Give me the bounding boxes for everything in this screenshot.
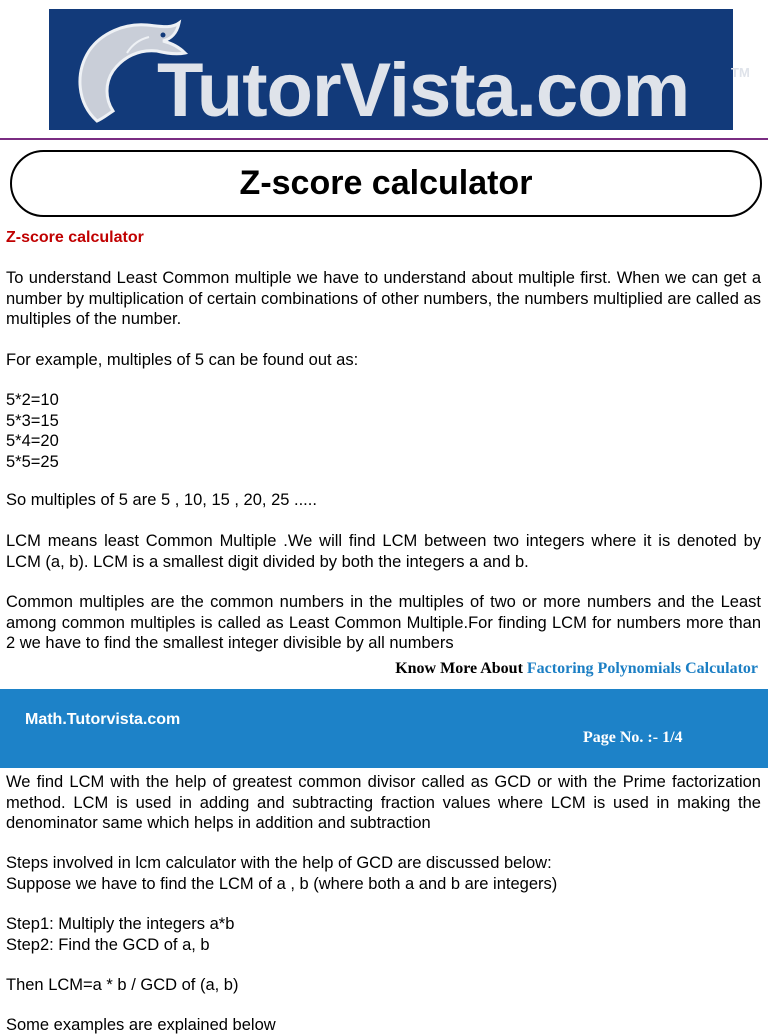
example-line: 5*5=25 [6,452,59,471]
logo-text: TutorVista.com [157,48,690,133]
step-line: Step2: Find the GCD of a, b [6,935,210,954]
examples-intro-line: Some examples are explained below [6,1016,276,1034]
lcm-formula [6,975,761,996]
paragraph-gcd [6,772,761,834]
example-line: 5*2=10 [6,391,59,409]
example-intro: For example, multiples of 5 can be found out as: [6,351,359,369]
lcm-definition-text: LCM means least Common Multiple .We will find LCM between two integers where it is denoted by LCM (a, b). LCM is a smallest digit divided by both the integers a and b. [6,532,761,571]
step-line: Step1: Multiply the integers a*b [6,915,235,933]
title-box [10,150,762,217]
steps-suppose-line: Suppose we have to find the LCM of a , b (where both a and b are integers) [6,874,558,893]
page-title: Z-score calculator [239,164,533,202]
know-more-prefix: Know More About [395,660,523,677]
footer-site-name[interactable]: Math.Tutorvista.com [25,711,181,728]
example-list [6,390,761,472]
paragraph-common-multiples [6,592,761,654]
logo-trademark: TM [731,65,750,80]
steps-intro-line: Steps involved in lcm calculator with the help of GCD are discussed below: [6,854,552,872]
intro-text: To understand Least Common multiple we have to understand about multiple first. When we can get a number by multiplication of certain combinations of other numbers, the numbers multiplied are called as multiples of the number. [6,269,761,328]
section-heading: Z-score calculator [6,229,144,246]
footer-page-number: Page No. :- 1/4 [583,729,683,746]
formula-line: Then LCM=a * b / GCD of (a, b) [6,976,239,994]
common-multiples-text: Common multiples are the common numbers in the multiples of two or more numbers and the Least among common multiples is called as Least Common Multiple.For finding LCM for numbers more than 2 we have to find the smallest integer divisible by all numbers [6,593,761,652]
paragraph-multiples [6,490,761,511]
page-footer [0,689,768,768]
logo-banner [49,9,750,133]
paragraph-example [6,350,761,371]
paragraph-lcm [6,531,761,572]
factoring-polynomials-link[interactable]: Factoring Polynomials Calculator [526,660,758,677]
example-line: 5*3=15 [6,411,59,430]
gcd-text: We find LCM with the help of greatest common divisor called as GCD or with the Prime factorization method. LCM is used in adding and subtracting fraction values where LCM is used in making the denominator same which helps in addition and subtraction [6,773,761,832]
paragraph-intro [6,268,761,330]
examples-intro-cut [6,1015,761,1036]
know-more-line [395,660,758,678]
multiples-text: So multiples of 5 are 5 , 10, 15 , 20, 25 ..... [6,491,317,509]
header-divider [0,138,768,140]
paragraph-steps-intro [6,853,761,894]
example-line: 5*4=20 [6,432,59,450]
steps-list [6,914,761,955]
